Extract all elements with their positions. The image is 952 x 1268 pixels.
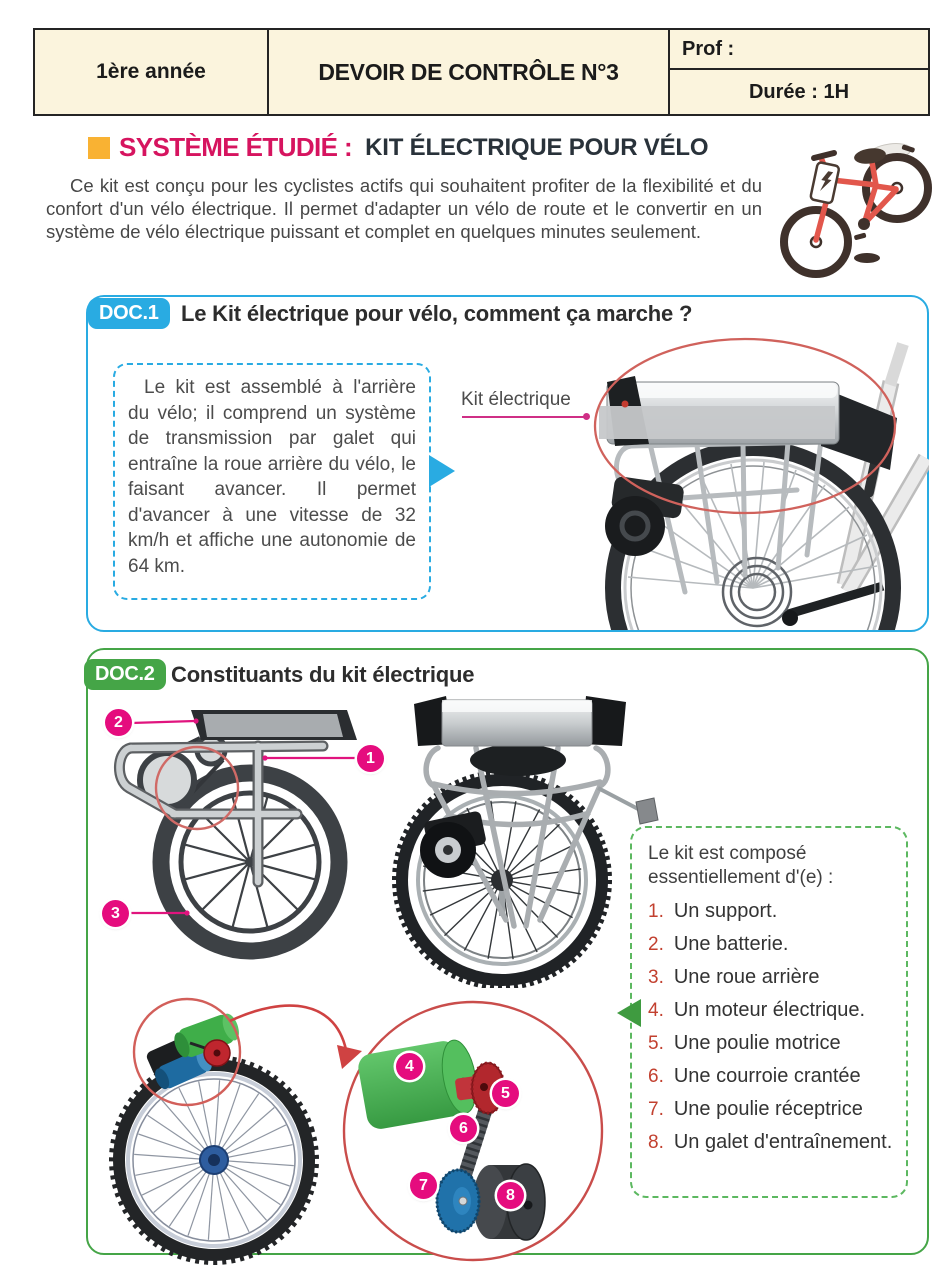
header-table [33,28,930,116]
item-number: 1. [648,901,664,922]
doc1-badge: DOC.1 [88,298,170,329]
section-title-pink: SYSTÈME ÉTUDIÉ : [119,132,353,162]
doc2-badge: DOC.2 [84,659,166,690]
item-label: Un support. [673,900,778,922]
list-item [648,932,896,957]
orange-square-bullet-icon [88,137,110,159]
kit-label-pointer-line [462,416,586,418]
item-label: Une roue arrière [673,966,820,988]
callout-badge-8: 8 [497,1182,524,1209]
item-number: 4. [648,1000,664,1021]
schematic-battery [191,710,357,740]
kit-electrique-label: Kit électrique [461,389,571,410]
doc1-title: Le Kit électrique pour vélo, comment ça marche ? [181,301,693,326]
callout-badge-3: 3 [102,900,129,927]
item-number: 3. [648,967,664,988]
doc1-rear-rack-photo [585,330,929,630]
list-item [648,1064,896,1089]
exam-title-cell: DEVOIR DE CONTRÔLE N°3 [269,30,670,114]
list-item [648,1130,896,1155]
item-label: Un galet d'entraînement. [673,1131,893,1153]
tilted-wheel [90,1031,343,1268]
item-label: Une poulie motrice [673,1032,841,1054]
class-level-cell: 1ère année [35,30,269,114]
fender-stay [598,788,640,810]
prof-duration-cell [670,30,928,114]
list-item [648,965,896,990]
section-title [88,132,708,163]
doc2-title: Constituants du kit électrique [171,662,475,687]
item-label: Une courroie crantée [673,1065,861,1087]
duration-label: Durée : 1H [748,80,850,103]
list-item [648,899,896,924]
callout-badge-1: 1 [357,745,384,772]
intro-paragraph: Ce kit est conçu pour les cyclistes actifs qui souhaitent profiter de la flexibilité et du confort d'un vélo électrique. Il permet d'adapter un vélo de route et le convertir en un système de vélo électrique puissant et complet en quelques minutes seulement. [46,175,762,242]
reflector [636,798,658,824]
item-label: Une batterie. [673,933,789,955]
callout-badge-7: 7 [410,1172,437,1199]
curvy-red-arrowhead [337,1045,362,1069]
callout-badge-4: 4 [396,1053,423,1080]
list-intro: Le kit est composé essentiellement d'(e) : [648,843,834,888]
item-number: 7. [648,1099,664,1120]
item-label: Un moteur électrique. [673,999,866,1021]
doc2-transmission-detail [90,995,650,1268]
red-bicycle-illustration [772,138,950,286]
list-item [648,1097,896,1122]
doc2-kit-render [390,688,670,988]
item-number: 5. [648,1033,664,1054]
blue-right-arrow-icon [429,455,455,487]
doc2-rack-schematic [95,700,425,990]
section-title-dark: KIT ÉLECTRIQUE POUR VÉLO [365,133,709,161]
callout-badge-2: 2 [105,709,132,736]
curvy-red-arrow [230,1006,347,1055]
list-item [648,1031,896,1056]
doc1-description-box: Le kit est assemblé à l'arrière du vélo; il comprend un système de transmission par galet qui entraîne la roue arrière du vélo, le faisant avancer. Il permet d'avancer à une vitesse de 32 km/h et affiche une autonomie de 64 km. [113,363,431,600]
driven-pulley [437,1170,479,1232]
callout-badge-5: 5 [492,1080,519,1107]
callout-badge-6: 6 [450,1115,477,1142]
components-list-box [630,826,908,1198]
item-number: 6. [648,1066,664,1087]
item-label: Une poulie réceptrice [673,1098,863,1120]
render-saddle-block [470,744,566,776]
list-item [648,998,896,1023]
item-number: 2. [648,934,664,955]
render-battery [414,696,626,746]
prof-label: Prof : [670,30,928,70]
item-number: 8. [648,1132,664,1153]
